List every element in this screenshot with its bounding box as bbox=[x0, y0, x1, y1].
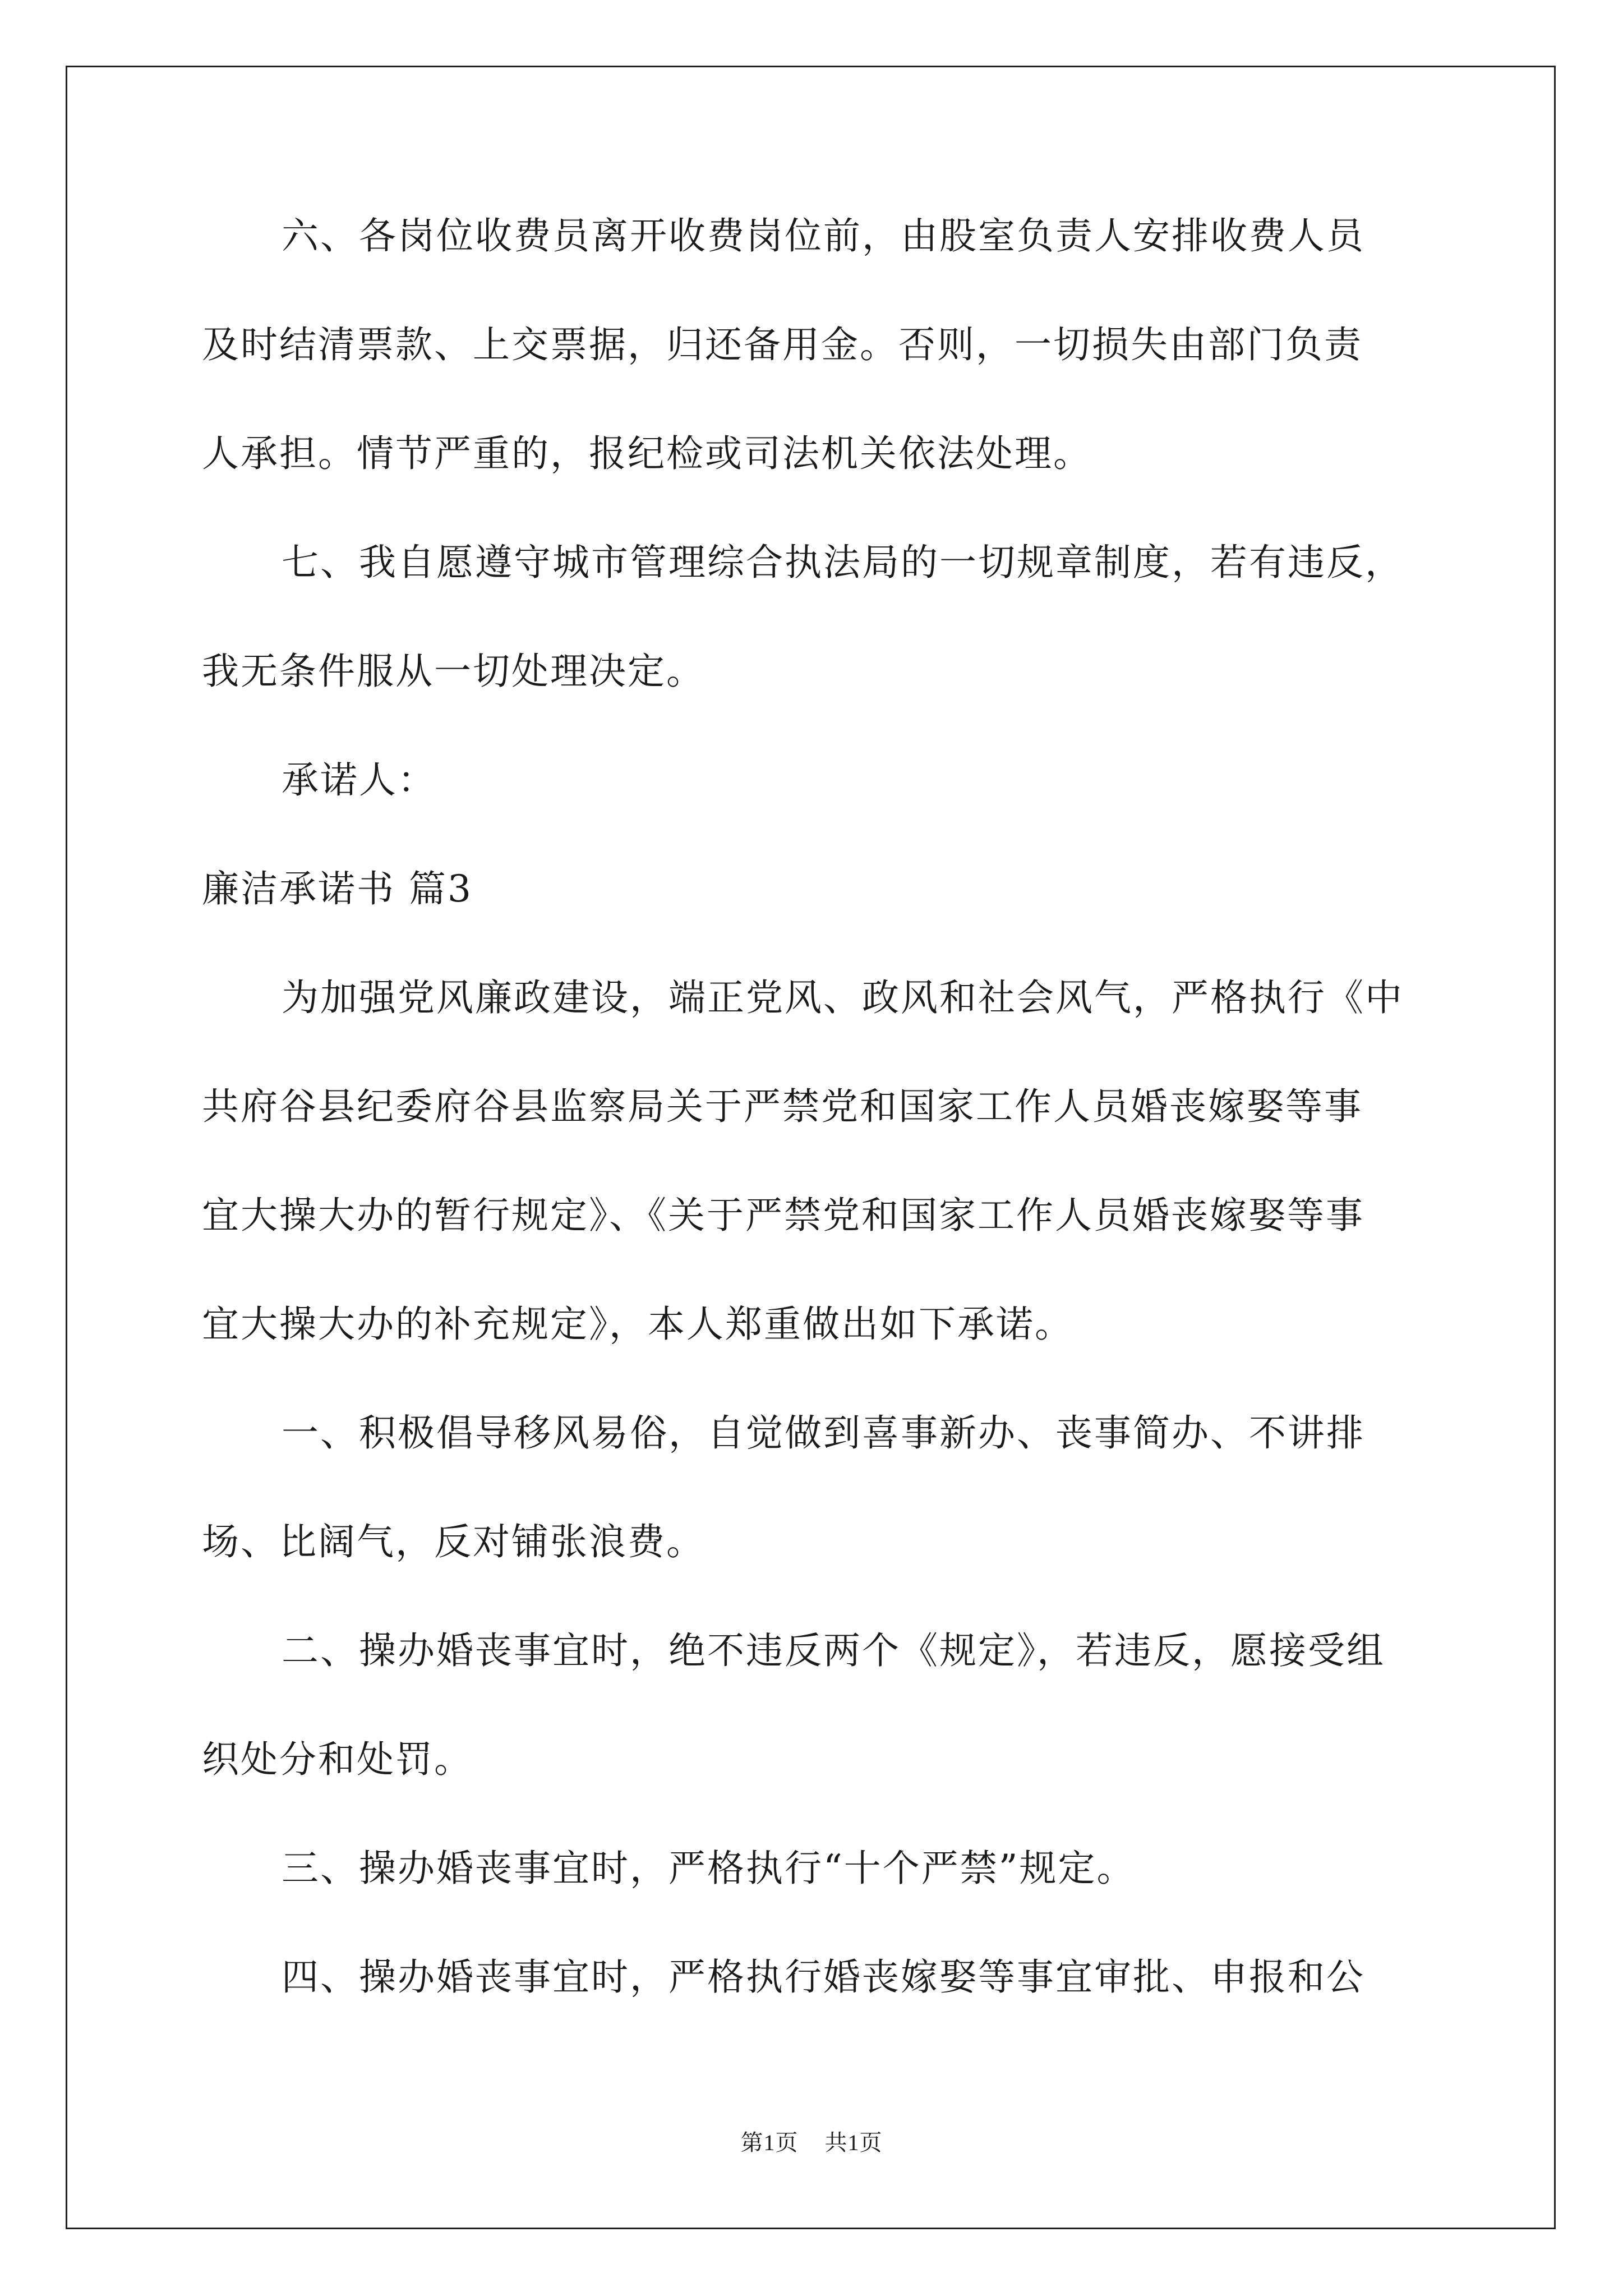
page-footer bbox=[0, 2125, 1623, 2157]
paragraph-line: 人承担。情节严重的，报纪检或司法机关依法处理。 bbox=[202, 432, 1092, 475]
signatory-label: 承诺人： bbox=[282, 758, 436, 802]
paragraph-line: 我无条件服从一切处理决定。 bbox=[202, 650, 705, 693]
paragraph-line: 及时结清票款、上交票据，归还备用金。否则，一切损失由部门负责 bbox=[202, 323, 1363, 366]
paragraph-line: 共府谷县纪委府谷县监察局关于严禁党和国家工作人员婚丧嫁娶等事 bbox=[202, 1085, 1363, 1128]
paragraph-line: 为加强党风廉政建设，端正党风、政风和社会风气，严格执行《中 bbox=[282, 976, 1404, 1019]
paragraph-line: 二、操办婚丧事宜时，绝不违反两个《规定》，若违反，愿接受组 bbox=[282, 1629, 1385, 1672]
page-number-current: 第1页 bbox=[740, 2130, 799, 2155]
paragraph-line: 宜大操大办的补充规定》，本人郑重做出如下承诺。 bbox=[202, 1303, 1073, 1346]
paragraph-line: 一、积极倡导移风易俗，自觉做到喜事新办、丧事简办、不讲排 bbox=[282, 1411, 1365, 1455]
paragraph-line: 七、我自愿遵守城市管理综合执法局的一切规章制度，若有违反， bbox=[282, 541, 1404, 584]
paragraph-line: 宜大操大办的暂行规定》、《关于严禁党和国家工作人员婚丧嫁娶等事 bbox=[202, 1194, 1364, 1237]
paragraph-line: 四、操办婚丧事宜时，严格执行婚丧嫁娶等事宜审批、申报和公 bbox=[282, 1955, 1365, 1999]
paragraph-line: 场、比阔气，反对铺张浪费。 bbox=[202, 1520, 705, 1563]
page-border bbox=[66, 66, 1556, 2229]
page-number-total: 共1页 bbox=[824, 2130, 883, 2155]
section-heading: 廉洁承诺书 篇3 bbox=[202, 867, 473, 910]
paragraph-line: 三、操办婚丧事宜时，严格执行“十个严禁”规定。 bbox=[282, 1847, 1136, 1890]
paragraph-line: 六、各岗位收费员离开收费岗位前，由股室负责人安排收费人员 bbox=[282, 214, 1365, 257]
paragraph-line: 织处分和处罚。 bbox=[202, 1738, 473, 1781]
